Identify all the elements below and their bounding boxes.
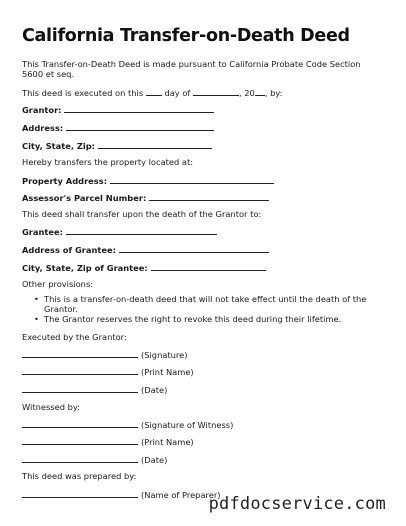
grantor-signature-row — [22, 349, 188, 360]
witness-date-caption: (Date) — [141, 455, 168, 465]
grantor-date-row — [22, 384, 167, 395]
grantee-address-field — [22, 244, 269, 255]
parcel-number-label: Assessor's Parcel Number: — [22, 193, 147, 203]
preparer-row — [22, 489, 221, 500]
execution-date-line — [22, 87, 282, 98]
grantee-address-blank[interactable] — [119, 244, 269, 253]
death-transfer-text: This deed shall transfer upon the death of the Grantor to: — [22, 209, 262, 219]
prepared-by-label: This deed was prepared by: — [22, 471, 137, 481]
year-blank[interactable] — [255, 87, 265, 96]
grantor-blank[interactable] — [64, 104, 214, 113]
grantor-signature-blank[interactable] — [22, 349, 138, 358]
other-provisions-label: Other provisions: — [22, 279, 94, 289]
city-state-zip-blank[interactable] — [98, 140, 212, 149]
property-address-blank[interactable] — [110, 175, 274, 184]
grantor-print-name-blank[interactable] — [22, 366, 138, 375]
list-item: • The Grantor reserves the right to revoke this deed during their lifetime. — [30, 314, 382, 324]
parcel-number-blank[interactable] — [149, 192, 269, 201]
page-title: California Transfer-on-Death Deed — [22, 26, 350, 46]
execution-day-suffix: day of — [164, 88, 191, 98]
grantor-date-blank[interactable] — [22, 384, 138, 393]
witness-print-name-blank[interactable] — [22, 436, 138, 445]
day-blank[interactable] — [146, 87, 162, 96]
watermark-footer: pdfdocservice.com — [208, 494, 386, 514]
address-blank[interactable] — [66, 122, 214, 131]
parcel-number-field — [22, 192, 269, 203]
intro-paragraph: This Transfer-on-Death Deed is made pursuant to California Probate Code Section 5600 et seq. — [22, 59, 361, 79]
address-field — [22, 122, 214, 133]
witness-print-name-row — [22, 436, 194, 447]
preparer-name-caption: (Name of Preparer) — [141, 490, 221, 500]
provisions-list — [30, 294, 382, 324]
property-address-label: Property Address: — [22, 176, 108, 186]
witness-print-name-caption: (Print Name) — [141, 437, 194, 447]
grantee-field — [22, 226, 217, 237]
grantee-address-label: Address of Grantee: — [22, 245, 116, 255]
transfers-text: Hereby transfers the property located at: — [22, 157, 194, 167]
execution-prefix: This deed is executed on this — [22, 88, 144, 98]
witness-date-row — [22, 454, 167, 465]
grantee-label: Grantee: — [22, 227, 63, 237]
grantor-print-name-caption: (Print Name) — [141, 367, 194, 377]
city-state-zip-field — [22, 140, 212, 151]
executed-by-label: Executed by the Grantor: — [22, 332, 127, 342]
grantor-label: Grantor: — [22, 105, 62, 115]
preparer-name-blank[interactable] — [22, 489, 138, 498]
list-item: • This is a transfer-on-death deed that will not take effect until the death of the Grantor. — [30, 294, 382, 314]
city-state-zip-label: City, State, Zip: — [22, 141, 95, 151]
grantee-city-state-zip-field — [22, 262, 266, 273]
grantee-city-state-zip-label: City, State, Zip of Grantee: — [22, 263, 148, 273]
witness-signature-caption: (Signature of Witness) — [141, 420, 234, 430]
grantee-city-state-zip-blank[interactable] — [151, 262, 266, 271]
witness-signature-row — [22, 419, 233, 430]
execution-year-prefix: , 20 — [238, 88, 255, 98]
witness-signature-blank[interactable] — [22, 419, 138, 428]
witnessed-by-label: Witnessed by: — [22, 402, 80, 412]
month-blank[interactable] — [193, 87, 239, 96]
address-label: Address: — [22, 123, 64, 133]
execution-end: , by: — [264, 88, 283, 98]
grantee-blank[interactable] — [66, 226, 217, 235]
grantor-signature-caption: (Signature) — [141, 350, 188, 360]
property-address-field — [22, 175, 274, 186]
witness-date-blank[interactable] — [22, 454, 138, 463]
grantor-field — [22, 104, 214, 115]
grantor-date-caption: (Date) — [141, 385, 168, 395]
grantor-print-name-row — [22, 366, 194, 377]
